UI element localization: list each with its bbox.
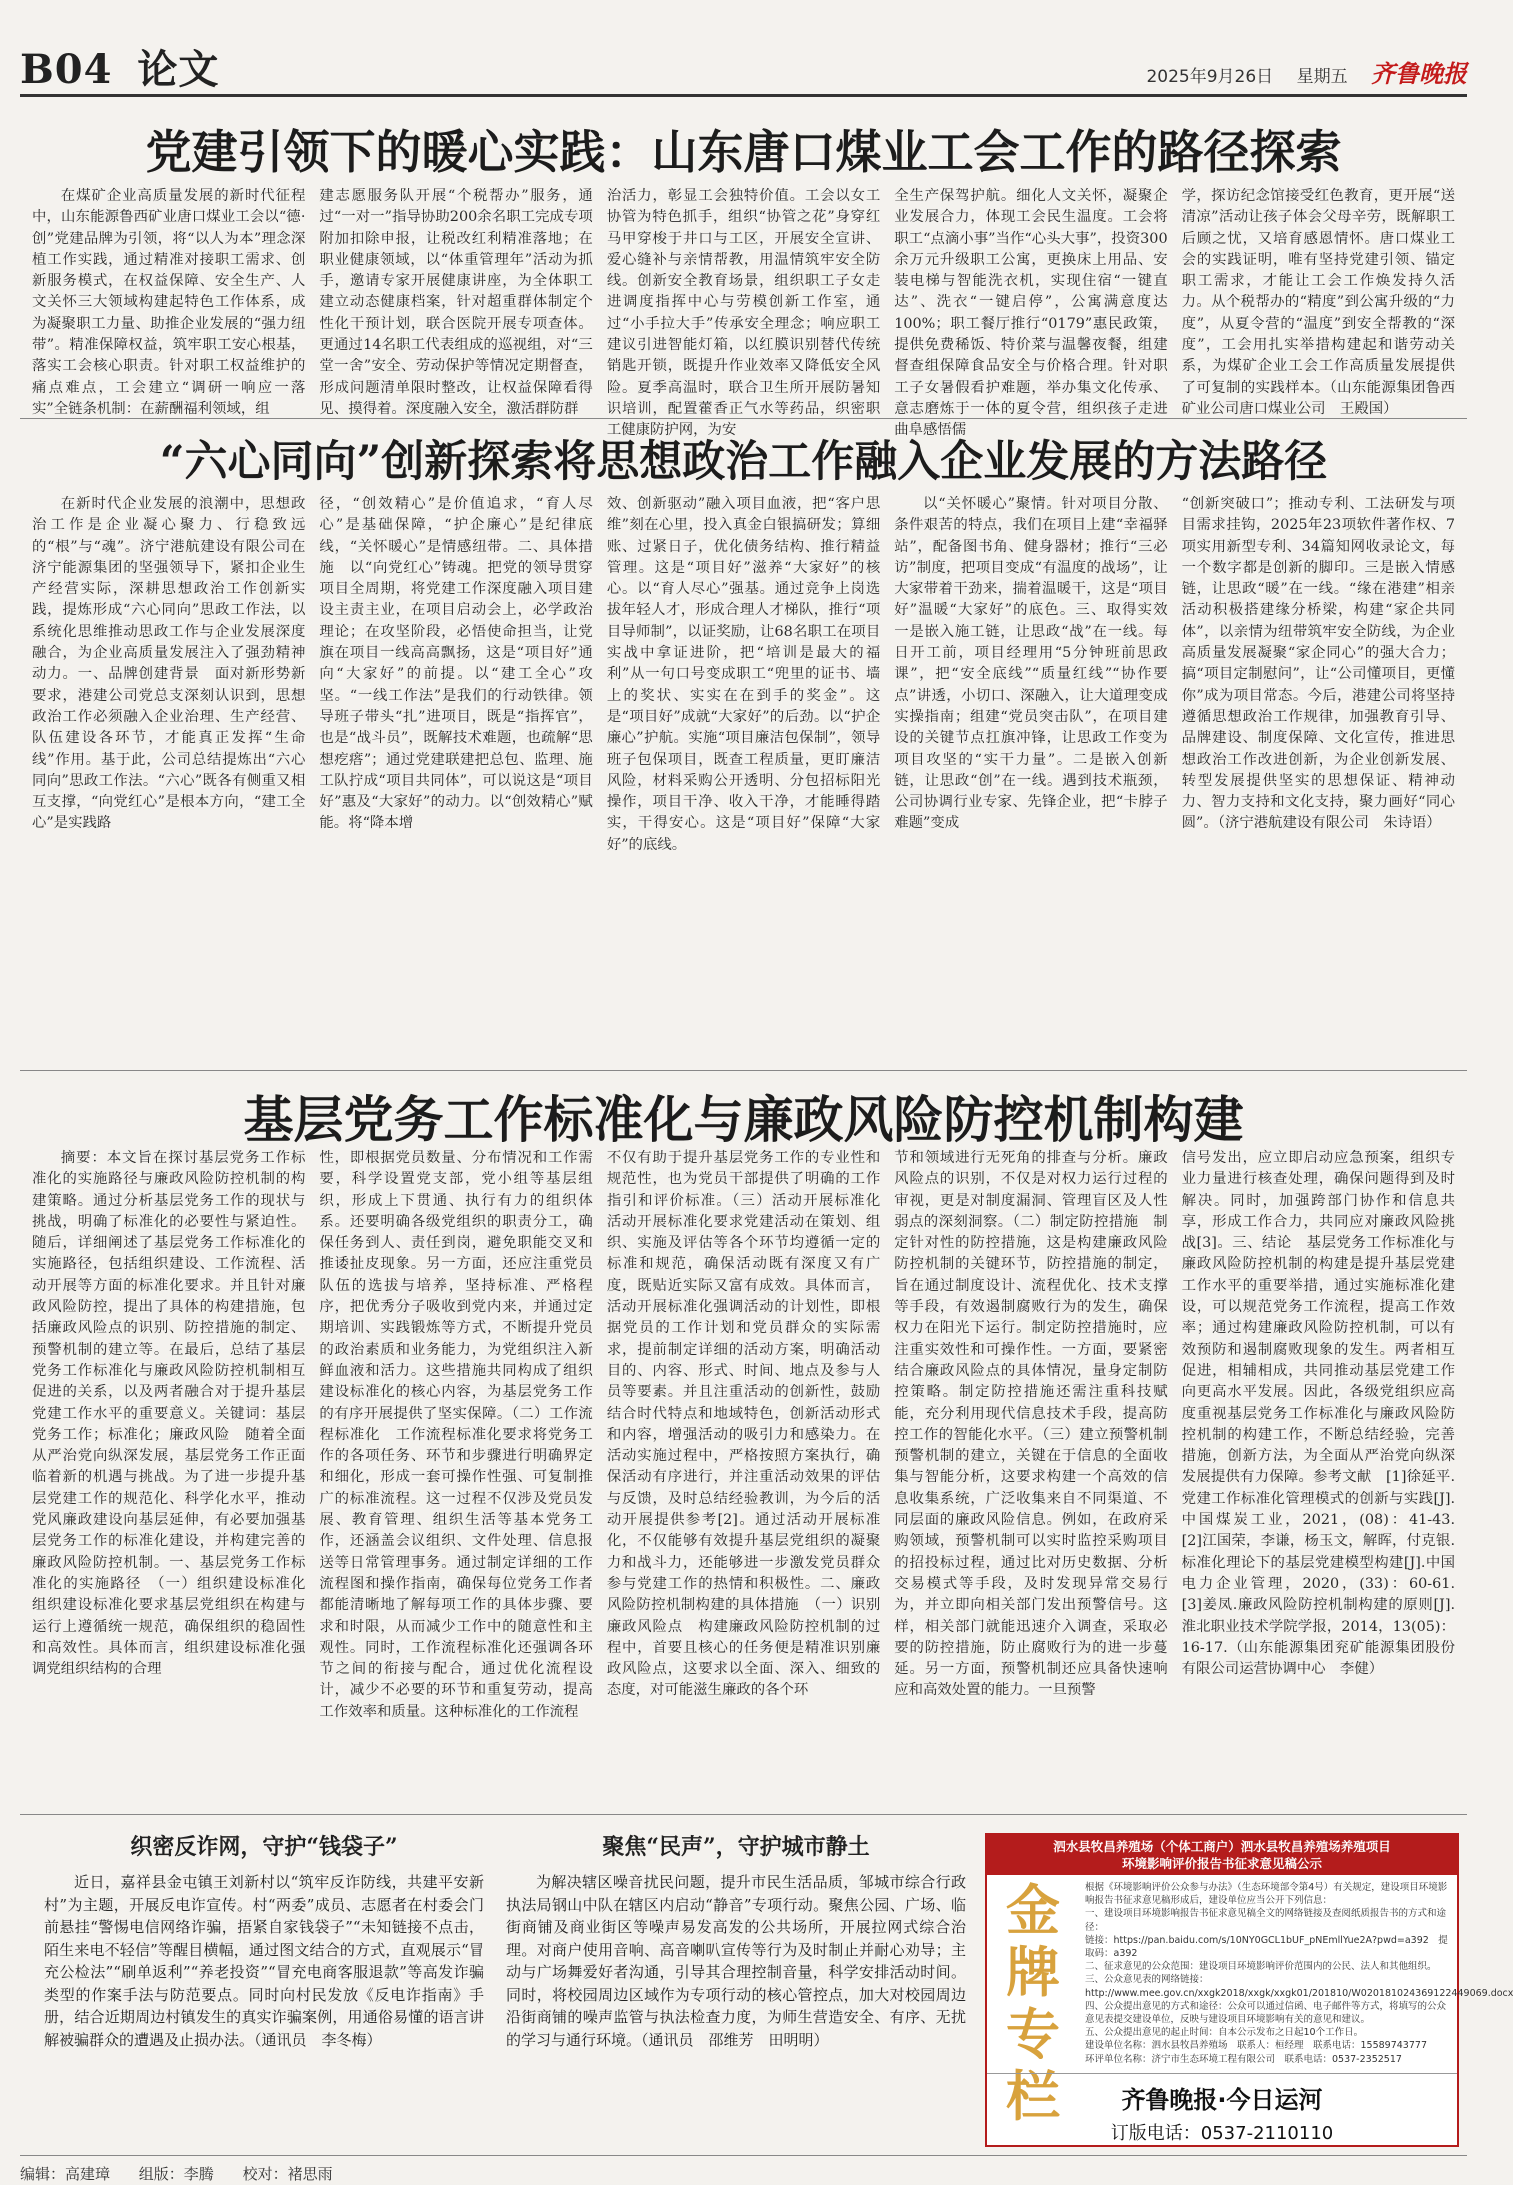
ad-footer [987,2073,1457,2145]
paragraph: 性，即根据党员数量、分布情况和工作需要，科学设置党支部，党小组等基层组织，形成上下贯通、执行有力的组织体系。还要明确各级党组织的职责分工，确保任务到人、责任到岗，避免职能交叉和推诿扯皮现象。另一方面，还应注重党员队伍的选拔与培养，坚持标准、严格程序，把优秀分子吸收到党内来，并通过定期培训、实践锻炼等方式，不断提升党员的政治素质和业务能力，为党组织注入新鲜血液和活力。这些措施共同构成了组织建设标准化的核心内容，为基层党务工作的有序开展提供了坚实保障。（二）工作流程标准化 工作流程标准化要求将党务工作的各项任务、环节和步骤进行明确界定和细化，形成一套可操作性强、可复制推广的标准流程。这一过程不仅涉及党员发展、教育管理、组织生活等基本党务工作，还涵盖会议组织、文件处理、信息报送等日常管理事务。通过制定详细的工作流程图和操作指南，确保每位党务工作者都能清晰地了解每项工作的具体步骤、要求和时限，从而减少工作中的随意性和主观性。同时，工作流程标准化还强调各环节之间的衔接与配合，通过优化流程设计，减少不必要的环节和重复劳动，提高工作效率和质量。这种标准化的工作流程 [319,1150,593,1720]
article1-col [606,186,881,439]
article1-col [32,186,306,417]
paragraph: 信号发出，应立即启动应急预案，组织专业力量进行核查处理，确保问题得到及时解决。同时，加强跨部门协作和信息共享，形成工作合力，共同应对廉政风险挑战[3]。三、结论 基层党务工作标准化与廉政风险防控机制的构建是提升基层党建工作水平的重要举措，通过实施标准化建设，可以规范党务工作流程，提高工作效率；通过构建廉政风险防控机制，可以有效预防和遏制腐败现象的发生。两者相互促进，相辅相成，共同推动基层党建工作向更高水平发展。因此，各级党组织应高度重视基层党务工作标准化与廉政风险防控机制的构建工作，不断总结经验，完善措施，创新方法，为全面从严治党向纵深发展提供有力保障。参考文献 [1]徐延平.党建工作标准化管理模式的创新与实践[J].中国煤炭工业，2021，(08)：41-43. [2]江国荣，李谦，杨玉文，解晖，付克银.标准化理论下的基层党建模型构建[J].中国电力企业管理，2020，(33)：60-61. [3]姜凤.廉政风险防控机制构建的原则[J].淮北职业技术学院学报，2014，13(05)：16-17.（山东能源集团兖矿能源集团股份有限公司运营协调中心 李健） [1181,1150,1470,1678]
ad-line: 三、公众意见表的网络链接：http://www.mee.gov.cn/xxgk2018/xxgk/xxgk01/201810/W020181024369122449069.docx [1085,1974,1513,1999]
ad-side-logo [987,1878,1079,2128]
paragraph: “创新突破口”；推动专利、工法研发与项目需求挂钩，2025年23项软件著作权、7项实用新型专利、34篇知网收录论文，每一个数字都是创新的脚印。三是嵌入情感链，让思政“暖”在一线。“缘在港建”相亲活动积极搭建缘分桥梁，构建“家企共同体”，以亲情为纽带筑牢安全防线，为企业高质量发展凝聚“家企同心”的强大合力；搞“项目定制慰问”，让“公司懂项目，更懂你”成为项目常态。今后，港建公司将坚持遵循思想政治工作规律，加强教育引导、品牌建设、制度保障、文化宣传，推进思想政治工作改进创新，为企业创新发展、转型发展提供坚实的思想保证、精神动力、智力支持和文化支持，聚力画好“同心圆”。（济宁港航建设有限公司 朱诗语） [1181,496,1456,832]
paragraph: 摘要：本文旨在探讨基层党务工作标准化的实施路径与廉政风险防控机制的构建策略。通过分析基层党务工作的现状与挑战，明确了标准化的必要性与紧迫性。随后，详细阐述了基层党务工作标准化的实施路径，包括组织建设、工作流程、活动开展等方面的标准化要求。并且针对廉政风险防控，提出了具体的构建措施，包括廉政风险点的识别、防控措施的制定、预警机制的建立等。在最后，总结了基层党务工作标准化与廉政风险防控机制相互促进的关系，以及两者融合对于提升基层党建工作水平的重要意义。关键词：基层党务工作；标准化；廉政风险 随着全面从严治党向纵深发展，基层党务工作正面临着新的机遇与挑战。为了进一步提升基层党建工作的规范化、科学化水平，推动党风廉政建设向基层延伸，有必要加强基层党务工作的标准化建设，并构建完善的廉政风险防控机制。一、基层党务工作标准化的实施路径 （一）组织建设标准化 组织建设标准化要求基层党组织在构建与运行上遵循统一规范，确保组织的稳固性和高效性。具体而言，组织建设标准化强调党组织结构的合理 [32,1150,320,1678]
paragraph: 不仅有助于提升基层党务工作的专业性和规范性，也为党员干部提供了明确的工作指引和评价标准。（三）活动开展标准化 活动开展标准化要求党建活动在策划、组织、实施及评估等各个环节均遵循一定的标准和规范，确保活动既有深度又有广度，既贴近实际又富有成效。具体而言，活动开展标准化强调活动的计划性，即根据党员的工作计划和党员群众的实际需求，提前制定详细的活动方案，明确活动目的、内容、形式、时间、地点及参与人员等要素。并且注重活动的创新性，鼓励结合时代特点和地域特色，创新活动形式和内容，增强活动的吸引力和感染力。在活动实施过程中，严格按照方案执行，确保活动有序进行，并注重活动效果的评估与反馈，及时总结经验教训，为今后的活动开展提供参考[2]。通过活动开展标准化，不仅能够有效提升基层党组织的凝聚力和战斗力，还能够进一步激发党员群众参与党建工作的热情和积极性。二、廉政风险防控机制构建的具体措施 （一）识别廉政风险点 构建廉政风险防控机制的过程中，首要且核心的任务便是精准识别廉政风险点，这要求以全面、深入、细致的态度，对可能滋生廉政的各个环 [606,1150,895,1699]
header-meta [1128,54,1467,89]
ad-line: 根据《环境影响评价公众参与办法》（生态环境部令第4号）有关规定，建设项目环境影响报告书征求意见稿形成后，建设单位应当公开下列信息： [1085,1882,1448,1907]
article3-body [32,1148,1470,1808]
article2-col [607,494,880,1064]
article1-body [32,186,1456,439]
ad-line: 环评单位名称：济宁市生态环境工程有限公司 联系电话：0537-2352517 [1085,2053,1402,2065]
ad-body [1085,1881,1513,2071]
section-code: B04 [20,46,113,93]
ad-line: 五、公众提出意见的起止时间：自本公示发布之日起10个工作日。 [1085,2027,1364,2039]
article3-col [606,1148,895,1808]
article2-col [894,494,1183,1064]
article1-title: 党建引领下的暖心实践：山东唐口煤业工会工作的路径探索 [145,125,1342,179]
article2-col [32,494,305,1064]
section-name: 论文 [137,46,220,93]
article2-title: “六心同向”创新探索将思想政治工作融入企业发展的方法路径 [159,437,1328,487]
divider [20,418,1467,419]
paper-logo: 齐鲁晚报 [1371,60,1467,88]
article3-col [894,1148,1183,1808]
box-title: 聚焦“民声”，守护城市静土 [602,1834,870,1860]
news-box-anti-fraud [44,1830,484,2150]
paragraph: 学，探访纪念馆接受红色教育，更开展“送清凉”活动让孩子体会父母辛劳，既解职工后顾之忧，又培育感恩情怀。唐口煤业工会的实践证明，唯有坚持党建引领、锚定职工需求，才能让工会工作焕发持久活力。从个税帮办的“精度”到公寓升级的“力度”，从夏令营的“温度”到安全帮教的“深度”，工会用扎实举措构建起和谐劳动关系，为煤矿企业工会工作高质量发展提供了可复制的实践样本。（山东能源集团鲁西矿业公司唐口煤业公司 王殿国） [1181,188,1456,417]
paragraph: 治活力，彰显工会独特价值。工会以女工协管为特色抓手，组织“协管之花”身穿红马甲穿梭于井口与工区，开展安全宣讲、爱心缝补与亲情帮教，用温情筑牢安全防线。创新安全教育场景，组织职工子女走进调度指挥中心与劳模创新工作室，通过“小手拉大手”传承安全理念；响应职工建议引进智能灯箱，以红膜识别替代传统销匙开锁，既提升作业效率又降低安全风险。夏季高温时，联合卫生所开展防暑知识培训，配置藿香正气水等药品，织密职工健康防护网，为安 [606,188,881,439]
divider [20,1070,1467,1071]
footer-editor: 编辑：高建璋 [20,2165,111,2183]
ad-header [987,1835,1457,1875]
paragraph: 在新时代企业发展的浪潮中，思想政治工作是企业凝心聚力、行稳致远的“根”与“魂”。济宁港航建设有限公司在济宁能源集团的坚强领导下，紧扣企业生产经营实际，深耕思想政治工作创新实践，提炼形成“六心同向”思政工作法，以系统化思维推动思政工作与企业发展深度融合，为企业高质量发展注入了强劲精神动力。一、品牌创建背景 面对新形势新要求，港建公司党总支深刻认识到，思想政治工作必须融入企业治理、生产经营、队伍建设各环节，才能真正发挥“生命线”作用。基于此，公司总结提炼出“六心同向”思政工作法。“六心”既各有侧重又相互支撑，“向党红心”是根本方向，“建工全心”是实践路 [32,496,306,832]
footer-proofread: 校对：褚思雨 [242,2165,333,2183]
paragraph: 近日，嘉祥县金屯镇王刘新村以“筑牢反诈防线，共建平安新村”为主题，开展反电诈宣传。村“两委”成员、志愿者在村委会门前悬挂“警惕电信网络诈骗，捂紧自家钱袋子”“未知链接不点击，陌生来电不轻信”等醒目横幅，通过图文结合的方式，直观展示“冒充公检法”“刷单返利”“养老投资”“冒充电商客服退款”等高发诈骗类型的作案手法与防范要点。同时向村民发放《反电诈指南》手册，结合近期周边村镇发生的真实诈骗案例，用通俗易懂的语言讲解被骗群众的遭遇及止损办法。（通讯员 李冬梅） [44,1873,484,2049]
header-rule [20,94,1467,97]
article2-col [1182,494,1455,1064]
ad-header-line: 泗水县牧昌养殖场（个体工商户）泗水县牧昌养殖场养殖项目 [1053,1839,1391,1854]
box-body [506,1871,966,2051]
ad-footer-title: 齐鲁晚报·今日运河 [1121,2086,1323,2114]
paragraph: 节和领域进行无死角的排查与分析。廉政风险点的识别，不仅是对权力运行过程的审视，更是对制度漏洞、管理盲区及人性弱点的深刻洞察。（二）制定防控措施 制定针对性的防控措施，这是构建廉政风险防控机制的关键环节，防控措施的制定，旨在通过制度设计、流程优化、技术支撑等手段，有效遏制腐败行为的发生，确保权力在阳光下运行。制定防控措施时，应注重实效性和可操作性。一方面，要紧密结合廉政风险点的具体情况，量身定制防控策略。制定防控措施还需注重科技赋能，充分利用现代信息技术手段，提高防控工作的智能化水平。（三）建立预警机制 预警机制的建立，关键在于信息的全面收集与智能分析，这要求构建一个高效的信息收集系统，广泛收集来自不同渠道、不同层面的廉政风险信息。例如，在政府采购领域，预警机制可以实时监控采购项目的招投标过程，通过比对历史数据、分析交易模式等手段，及时发现异常交易行为，并立即向相关部门发出预警信号。这样，相关部门就能迅速介入调查，采取必要的防控措施，防止腐败行为的进一步蔓延。另一方面，预警机制还应具备快速响应和高效处置的能力。一旦预警 [894,1150,1183,1699]
issue-weekday: 星期五 [1296,67,1348,87]
article3-col [32,1148,320,1808]
ad-side-char: 金 [1006,1878,1060,1942]
ad-line: 建设单位名称：泗水县牧昌养殖场 联系人：桓经理 联系电话：15589743777 [1085,2040,1427,2052]
ad-line: 二、征求意见的公众范围：建设项目环境影响评价范围内的公民、法人和其他组织。 [1085,1961,1437,1973]
article1-col [319,186,593,417]
divider [20,1814,1467,1815]
paragraph: 径，“创效精心”是价值追求，“育人尽心”是基础保障，“护企廉心”是纪律底线，“关怀暖心”是情感纽带。二、具体措施 以“向党红心”铸魂。把党的领导贯穿项目全周期，将党建工作深度融入项目建设主责主业，在项目启动会上，必学政治理论；在攻坚阶段，必悟使命担当，让党旗在项目一线高高飘扬，这是“项目好”通向“大家好”的前提。以“建工全心”攻坚。“一线工作法”是我们的行动铁律。领导班子带头“扎”进项目，既是“指挥官”，也是“战斗员”，既解技术难题，也疏解“思想疙瘩”；通过党建联建把总包、监理、施工队拧成“项目共同体”，可以说这是“项目好”惠及“大家好”的动力。以“创效精心”赋能。将“降本增 [319,496,593,832]
ad-header-line: 环境影响评价报告书征求意见稿公示 [1121,1856,1322,1871]
article3-col [319,1148,592,1808]
article1-col [894,186,1168,439]
article2-body [32,494,1455,1064]
paragraph: 效、创新驱动”融入项目血液，把“客户思维”刻在心里，投入真金白银搞研发；算细账、过紧日子，优化债务结构、推行精益管理。这是“项目好”滋养“大家好”的核心。以“育人尽心”强基。通过竞争上岗选拔年轻人才，形成合理人才梯队，推行“项目导师制”，以证奖励，让68名职工在项目实战中拿证进阶，把“培训是最大的福利”从一句口号变成职工“兜里的证书、墙上的奖状、实实在在到手的奖金”。这是“项目好”成就“大家好”的后劲。以“护企廉心”护航。实施“项目廉洁包保制”，领导班子包保项目，既查工程质量，更盯廉洁风险，材料采购公开透明、分包招标阳光操作，项目干净、收入干净，才能睡得踏实，干得安心。这是“项目好”保障“大家好”的底线。 [606,496,881,853]
paragraph: 为解决辖区噪音扰民问题，提升市民生活品质，邹城市综合行政执法局钢山中队在辖区内启动“静音”专项行动。聚焦公园、广场、临街商铺及商业街区等噪声易发高发的公共场所，开展拉网式综合治理。对商户使用音响、高音喇叭宣传等行为及时制止并耐心劝导；主动与广场舞爱好者沟通，引导其合理控制音量，科学安排活动时间。同时，将校园周边区域作为专项行动的核心管控点，加大对校园周边沿街商铺的噪声监管与执法检查力度，为师生营造安全、有序、无扰的学习与通行环境。（通讯员 邵维芳 田明明） [506,1873,966,2049]
issue-date: 2025年9月26日 [1146,67,1274,87]
ad-line: 四、公众提出意见的方式和途径：公众可以通过信函、电子邮件等方式，将填写的公众意见表提交建设单位，反映与建设项目环境影响有关的意见和建议。 [1085,2000,1447,2026]
page-footer [20,2163,357,2184]
article2-col [319,494,592,1064]
box-title: 织密反诈网，守护“钱袋子” [130,1834,398,1860]
box-body [44,1871,484,2051]
ad-side-char: 牌 [1006,1940,1060,2004]
ad-side-char: 栏 [1006,2064,1060,2128]
footer-layout: 组版：李腾 [138,2165,214,2183]
ad-footer-phone: 订版电话：0537-2110110 [1110,2123,1334,2144]
article3-title: 基层党务工作标准化与廉政风险防控机制构建 [243,1090,1244,1149]
notice-ad [985,1833,1513,2147]
paragraph: 在煤矿企业高质量发展的新时代征程中，山东能源鲁西矿业唐口煤业工会以“德·创”党建品牌为引领，将“以人为本”理念深植工作实践，通过精准对接职工需求、创新服务模式，在权益保障、安全生产、人文关怀三大领域构建起特色工作体系，成为凝聚职工力量、助推企业发展的“强力纽带”。精准保障权益，筑牢职工安心根基，落实工会核心职责。针对职工权益维护的痛点难点，工会建立“调研一响应一落实”全链条机制：在薪酬福利领域，组 [32,188,306,417]
ad-side-char: 专 [1006,2002,1060,2066]
news-box-noise [506,1830,966,2150]
page-header [20,38,1467,94]
section-label [20,38,219,95]
paragraph: 建志愿服务队开展“个税帮办”服务，通过“一对一”指导协助200余名职工完成专项附加扣除申报，让税改红利精准落地；在职业健康领域，以“体重管理年”活动为抓手，邀请专家开展健康讲座，为全体职工建立动态健康档案，针对超重群体制定个性化干预计划，联合医院开展专项查体。更通过14名职工代表组成的巡视组，对“三堂一舍”安全、劳动保护等情况定期督查，形成问题清单限时整改，让权益保障看得见、摸得着。深度融入安全，激活群防群 [319,188,593,417]
paragraph: 以“关怀暖心”聚情。针对项目分散、条件艰苦的特点，我们在项目上建“幸福驿站”，配备图书角、健身器材；推行“三必访”制度，把项目变成“有温度的战场”，让大家带着干劲来，揣着温暖干，这是“项目好”温暖“大家好”的底色。三、取得实效 一是嵌入施工链，让思政“战”在一线。每日开工前，项目经理用“5分钟班前思政课”，把“安全底线”“质量红线”“协作要点”讲透，小切口、深融入，让大道理变成实操指南；组建“党员突击队”，在项目建设的关键节点扛旗冲锋，让思政工作变为项目攻坚的“实干力量”。二是嵌入创新链，让思政“创”在一线。遇到技术瓶颈，公司协调行业专家、先锋企业，把“卡脖子难题”变成 [894,496,1183,832]
article3-col [1181,1148,1470,1808]
ad-line: 链接：https://pan.baidu.com/s/10NY0GCL1bUF_pNEmllYue2A?pwd=a392 提取码：a392 [1085,1934,1448,1960]
article1-col [1181,186,1456,417]
footer-rule [20,2155,1467,2156]
paragraph: 全生产保驾护航。细化人文关怀，凝聚企业发展合力，体现工会民生温度。工会将职工“点滴小事”当作“心头大事”，投资300余万元升级职工公寓，更换床上用品、安装电梯与智能洗衣机，实现住宿“一键直达”、洗衣“一键启停”，公寓满意度达100%；职工餐厅推行“0179”惠民政策，提供免费稀饭、特价菜与温馨夜餐，组建督查组保障食品安全与价格合理。针对职工子女暑假看护难题，举办集文化传承、意志磨炼于一体的夏令营，组织孩子走进曲阜感悟儒 [894,188,1168,439]
ad-line: 一、建设项目环境影响报告书征求意见稿全文的网络链接及查阅纸质报告书的方式和途径： [1085,1908,1447,1933]
